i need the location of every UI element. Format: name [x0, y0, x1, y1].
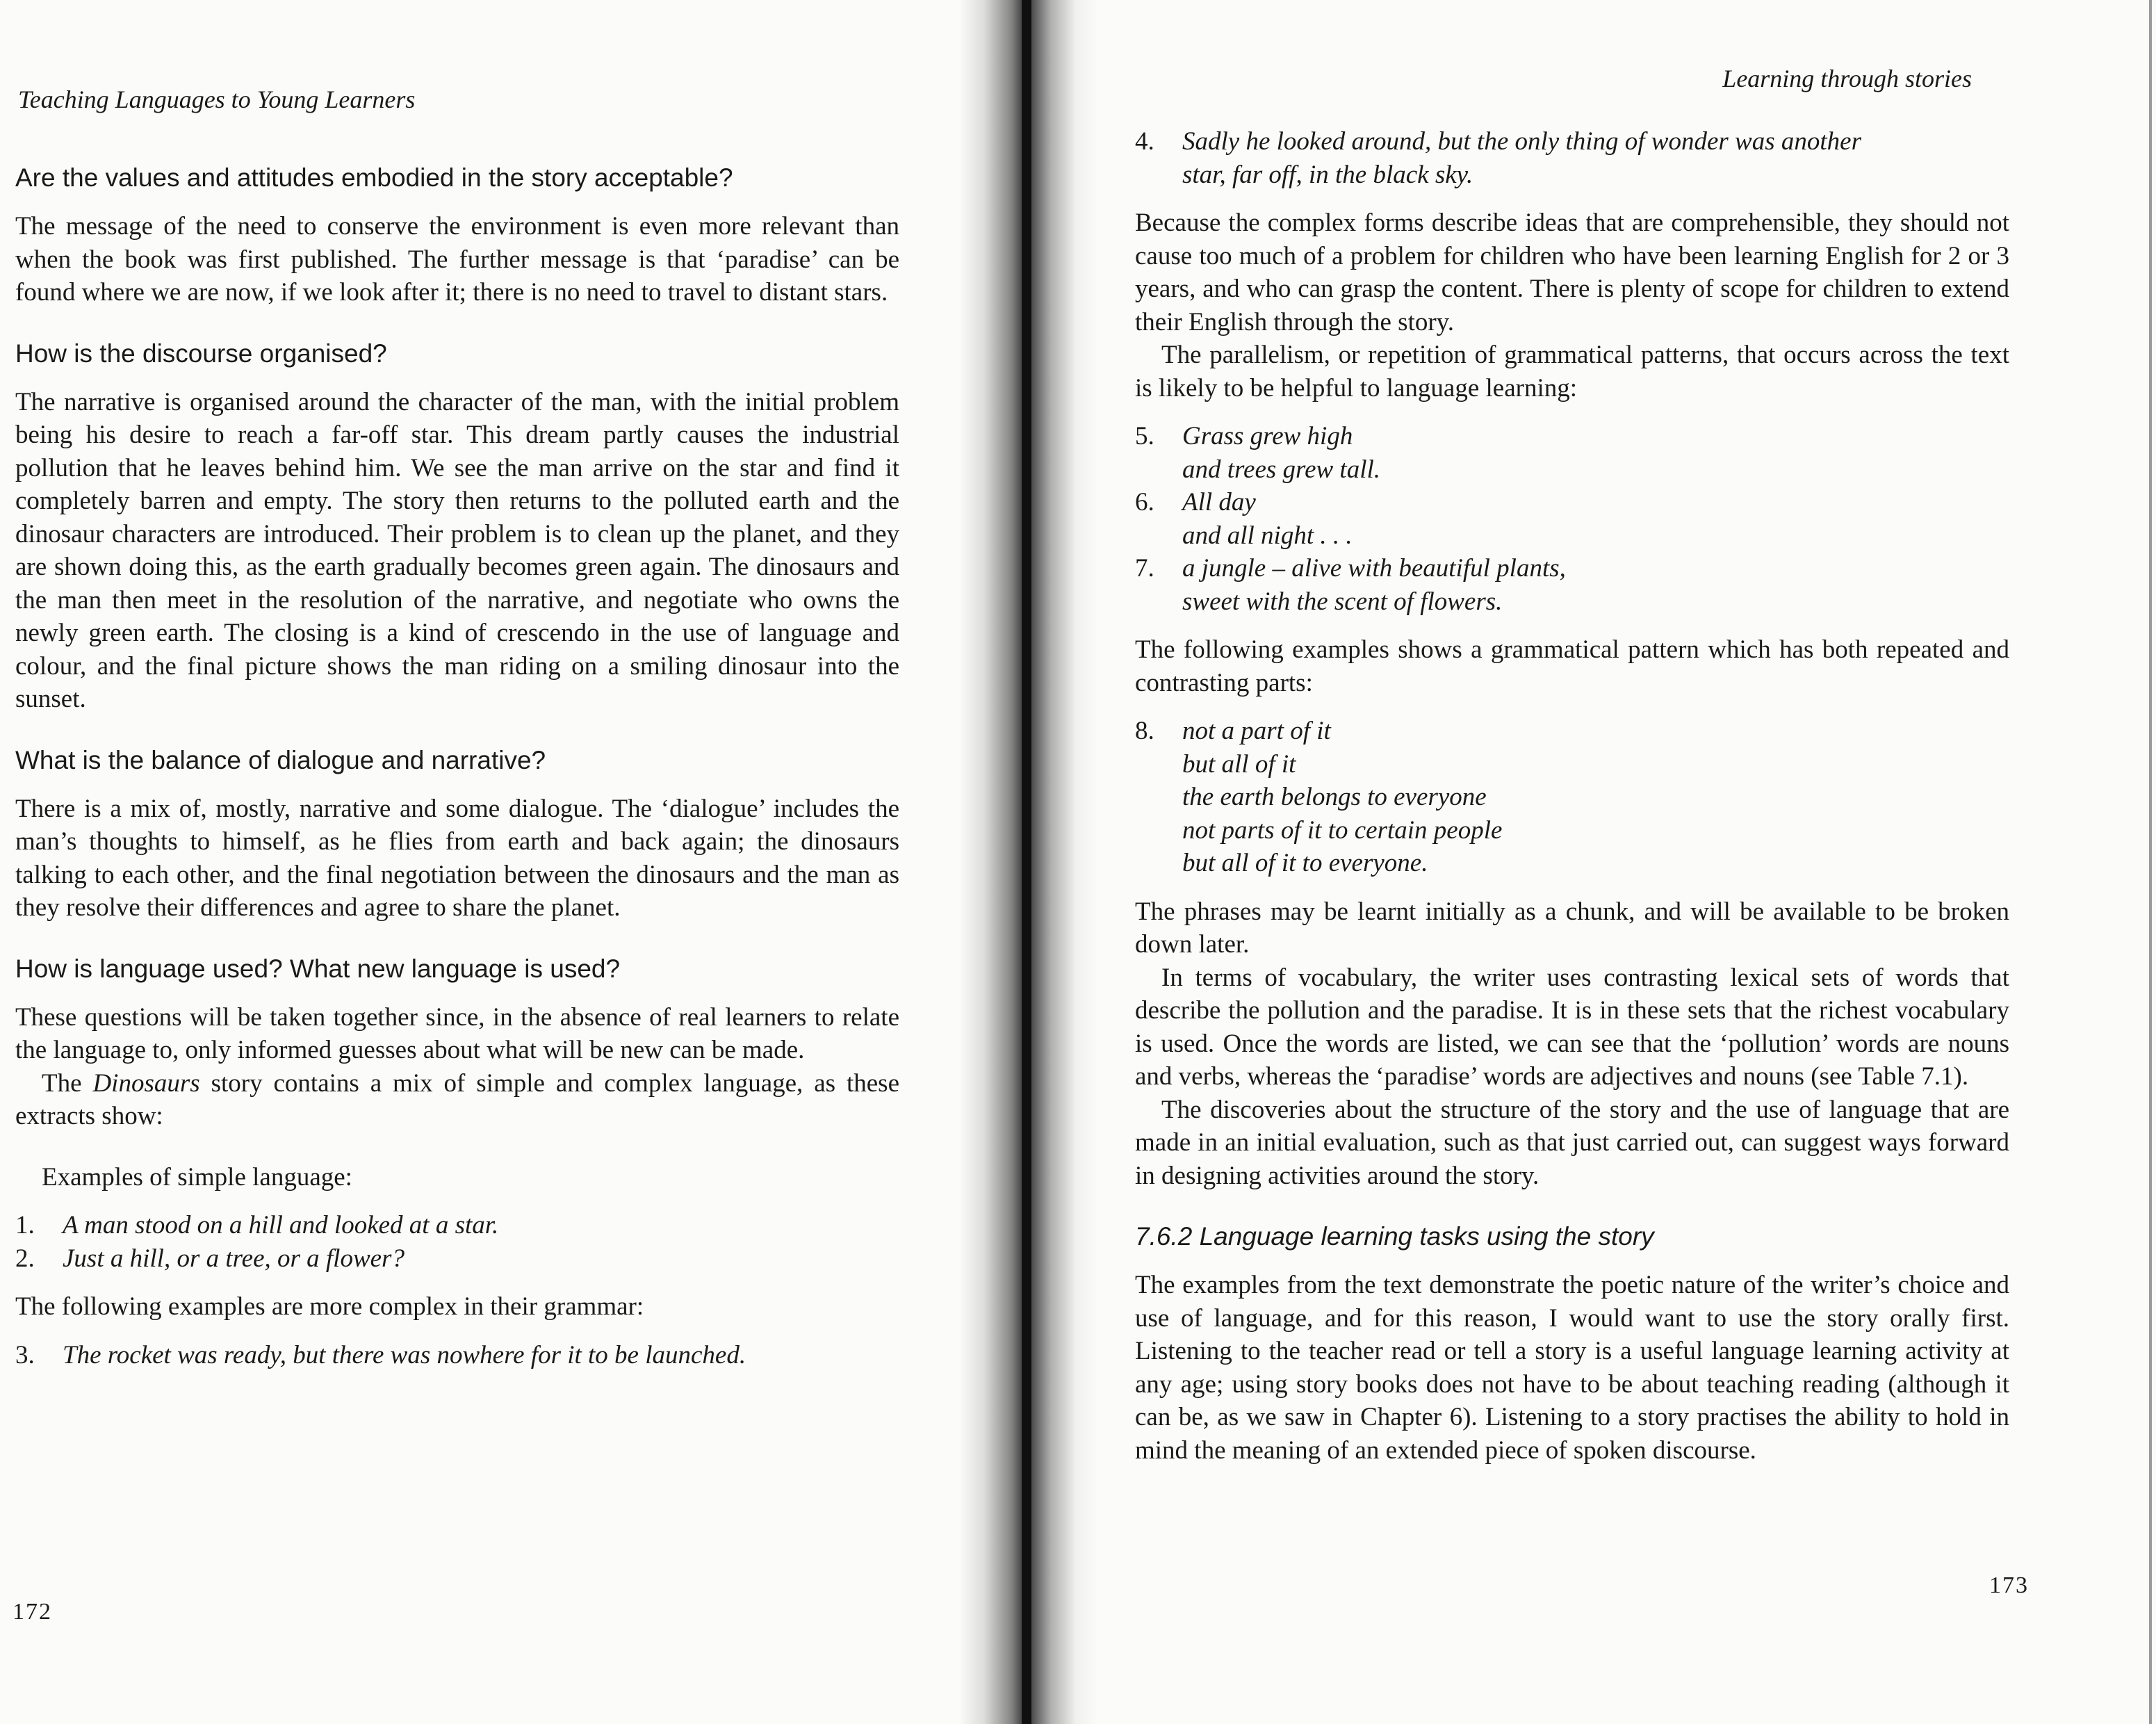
left-page-body	[15, 161, 899, 1372]
example-number: 4.	[1135, 127, 1154, 156]
example-line: The rocket was ready, but there was nowhere for it to be launched.	[63, 1340, 746, 1369]
body-paragraph: These questions will be taken together since, in the absence of real learners to relate the language to, only informed guesses about what will be new can be made.	[15, 1002, 899, 1064]
example-line: Just a hill, or a tree, or a flower?	[63, 1244, 405, 1273]
body-paragraph: The Dinosaurs story contains a mix of simple and complex language, as these extracts show:	[15, 1068, 899, 1130]
example-line: not parts of it to certain people	[1182, 815, 1503, 845]
example-item	[15, 1242, 899, 1276]
example-number: 5.	[1135, 422, 1154, 450]
examples-intro: Examples of simple language:	[42, 1162, 352, 1192]
body-paragraph: In terms of vocabulary, the writer uses contrasting lexical sets of words that describe the pollution and the paradise. It is in these sets that the richest vocabulary is used. Once the words are listed, we can see that the ‘pollution’ words are nouns and verbs, whereas the ‘paradise’ words are adjectives and nouns (see Table 7.1).	[1135, 963, 2009, 1091]
example-line: sweet with the scent of flowers.	[1182, 587, 1503, 616]
example-line: Grass grew high	[1182, 422, 1353, 450]
section-heading: How is language used? What new language is used?	[15, 954, 621, 983]
running-head: Learning through stories	[1722, 65, 1972, 92]
book-spine-line	[1022, 0, 1031, 1724]
example-line: Sadly he looked around, but the only thing of wonder was another	[1182, 127, 1861, 156]
example-item	[1135, 486, 2009, 552]
example-item	[15, 1339, 899, 1372]
example-line: A man stood on a hill and looked at a star.	[63, 1211, 499, 1239]
left-page	[0, 0, 973, 1724]
example-line: and trees grew tall.	[1182, 455, 1381, 484]
example-line: the earth belongs to everyone	[1182, 783, 1487, 811]
body-paragraph: Because the complex forms describe ideas that are comprehensible, they should not cause too much of a problem for children who have been learning English for 2 or 3 years, and who can grasp the content. There is plenty of scope for children to extend their English through the story.	[1135, 209, 2009, 336]
example-line: star, far off, in the black sky.	[1182, 160, 1473, 189]
body-paragraph: The message of the need to conserve the environment is even more relevant than when the book was first published. The further message is that ‘paradise’ can be found where we are now, if we look after it; there is no need to travel to distant stars.	[15, 212, 899, 307]
example-number: 3.	[15, 1340, 35, 1369]
example-number: 6.	[1135, 488, 1154, 517]
page-number: 173	[1989, 1572, 2029, 1598]
right-page	[1084, 0, 2156, 1724]
body-paragraph: The examples from the text demonstrate the poetic nature of the writer’s choice and use of language, and for this reason, I would want to use the story orally first. Listening to the teacher read or tell a story is a useful language learning activity at any age; using story books does not have to be about teaching reading (although it can be, as we saw in Chapter 6). Listening to a story practises the ability to hold in mind the meaning of an extended piece of spoken discourse.	[1135, 1271, 2009, 1465]
example-number: 7.	[1135, 554, 1154, 583]
example-item	[1135, 715, 2009, 880]
example-line: but all of it	[1182, 749, 1296, 779]
section-heading: How is the discourse organised?	[15, 339, 387, 368]
body-paragraph: The discoveries about the structure of the story and the use of language that are made in an initial evaluation, such as that just carried out, can suggest ways forward in designing activities around the story.	[1135, 1095, 2009, 1190]
example-number: 2.	[15, 1244, 35, 1273]
example-line: not a part of it	[1182, 717, 1331, 745]
body-paragraph: The following examples are more complex in their grammar:	[15, 1292, 644, 1321]
running-head: Teaching Languages to Young Learners	[18, 86, 416, 113]
page-number: 172	[13, 1599, 52, 1625]
right-page-body	[1135, 125, 2009, 1467]
body-paragraph: The phrases may be learnt initially as a chunk, and will be available to be broken down later.	[1135, 897, 2009, 959]
example-line: and all night . . .	[1182, 521, 1353, 550]
body-paragraph: The narrative is organised around the character of the man, with the initial problem being his desire to reach a far-off star. This dream partly causes the industrial pollution that he leaves behind him. We see the man arrive on the star and find it completely barren and empty. The story then returns to the polluted earth and the dinosaur characters are introduced. Their problem is to clean up the planet, and they are shown doing this, as the earth gradually becomes green again. The dinosaurs and the man then meet in the resolution of the narrative, and negotiate who owns the newly green earth. The closing is a kind of crescendo in the use of language and colour, and the final picture shows the man riding on a smiling dinosaur into the sunset.	[15, 387, 899, 713]
example-item	[1135, 125, 2009, 191]
example-item	[15, 1209, 899, 1242]
body-paragraph: There is a mix of, mostly, narrative and some dialogue. The ‘dialogue’ includes the man’s thoughts to himself, as he flies from earth and back again; the dinosaurs talking to each other, and the final negotiation between the dinosaurs and the man as they resolve their differences and agree to share the planet.	[15, 794, 899, 922]
example-line: All day	[1182, 488, 1256, 517]
section-heading: What is the balance of dialogue and narrative?	[15, 745, 546, 774]
section-heading: Are the values and attitudes embodied in the story acceptable?	[15, 163, 733, 192]
example-line: but all of it to everyone.	[1182, 849, 1428, 877]
body-paragraph: The following examples shows a grammatical pattern which has both repeated and contrasting parts:	[1135, 635, 2009, 697]
body-paragraph: The parallelism, or repetition of grammatical patterns, that occurs across the text is likely to be helpful to language learning:	[1135, 341, 2009, 402]
example-item	[1135, 552, 2009, 618]
example-number: 8.	[1135, 717, 1154, 745]
example-item	[1135, 420, 2009, 486]
example-line: a jungle – alive with beautiful plants,	[1182, 554, 1566, 583]
subsection-heading: 7.6.2 Language learning tasks using the story	[1135, 1222, 1654, 1251]
example-number: 1.	[15, 1211, 35, 1239]
book-title: Dinosaurs	[92, 1068, 200, 1098]
